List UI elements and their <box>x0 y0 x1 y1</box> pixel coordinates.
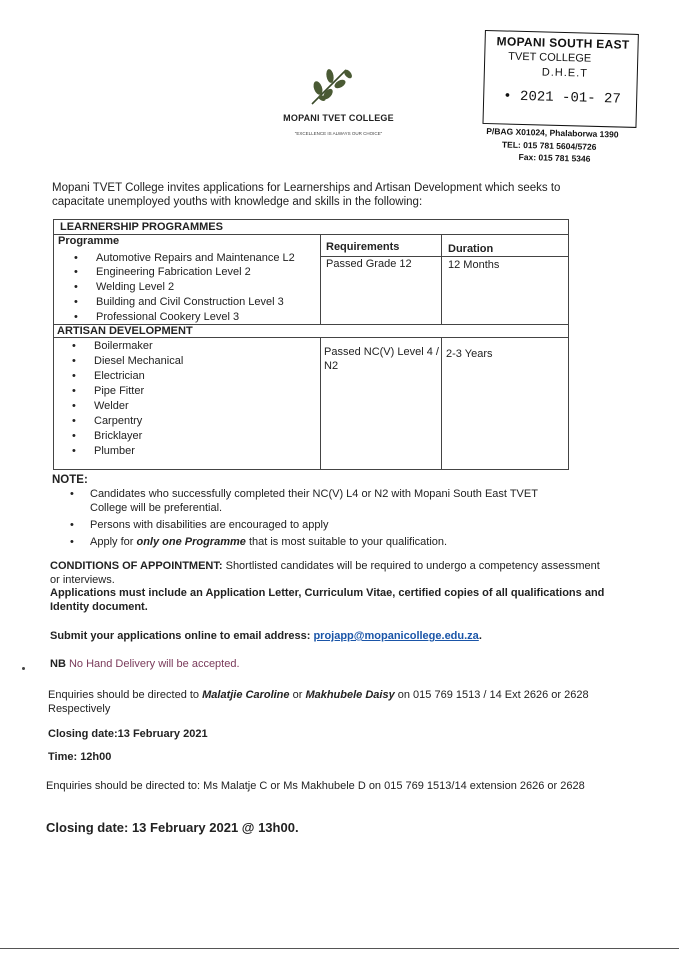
nb-text: No Hand Delivery will be accepted. <box>65 658 240 670</box>
section-artisan-title: ARTISAN DEVELOPMENT <box>57 325 193 337</box>
nb-label: NB <box>50 658 66 670</box>
page-bottom-rule <box>0 948 679 949</box>
bullet: • <box>74 266 78 278</box>
note-heading: NOTE: <box>52 474 88 486</box>
table-rule <box>320 256 568 257</box>
table-rule <box>54 337 568 338</box>
enquiries-mid: or <box>289 689 306 701</box>
scan-speck <box>22 667 25 670</box>
stamp-line-3: D.H.E.T <box>541 66 589 80</box>
enquiries-paragraph-1 <box>48 689 608 716</box>
stamp-date-value: 2021 -01- 27 <box>519 88 622 108</box>
bullet: • <box>74 281 78 293</box>
olive-branch-icon <box>306 64 358 108</box>
list-item <box>74 311 240 323</box>
programmes-table <box>53 219 569 470</box>
intro-paragraph: Mopani TVET College invites applications for Learnerships and Artisan Development which seeks to capacitate unemployed youths with knowledge and skills in the following: <box>52 182 561 208</box>
programme-name: Automotive Repairs and Maintenance L2 <box>96 252 295 264</box>
bullet: • <box>72 355 76 367</box>
nb-line <box>50 658 610 672</box>
stamp-line-2: TVET COLLEGE <box>508 50 592 65</box>
list-item <box>74 281 175 293</box>
closing-date-2: Closing date: 13 February 2021 @ 13h00. <box>46 820 299 835</box>
col-programme-header: Programme <box>58 235 120 247</box>
stamp-fax: Fax: 015 781 5346 <box>518 151 591 164</box>
conditions-text: Shortlisted candidates will be required to undergo a competency assessment or interviews. <box>50 560 600 586</box>
note-text-post: that is most suitable to your qualification. <box>245 536 448 548</box>
note-text: Candidates who successfully completed their NC(V) L4 or N2 with Mopani South East TVET College will be preferential. <box>90 488 538 514</box>
list-item <box>72 370 145 382</box>
learnership-duration: 12 Months <box>448 259 500 271</box>
conditions-label: CONDITIONS OF APPOINTMENT: <box>50 560 223 572</box>
bullet: • <box>72 385 76 397</box>
stamp-address: P/BAG X01024, Phalaborwa 1390 <box>486 126 619 140</box>
table-col-rule <box>320 234 321 324</box>
list-item <box>72 355 184 367</box>
programme-name: Welding Level 2 <box>96 281 175 293</box>
trade-name: Bricklayer <box>94 430 143 442</box>
note-item <box>70 488 560 515</box>
stamp-tel: TEL: 015 781 5604/5726 <box>501 139 597 152</box>
trade-name: Electrician <box>94 370 145 382</box>
trade-name: Plumber <box>94 445 135 457</box>
stamp-date: • 2021 -01- 27 <box>502 88 622 108</box>
bullet: • <box>70 536 74 548</box>
programme-name: Engineering Fabrication Level 2 <box>96 266 251 278</box>
trade-name: Welder <box>94 400 129 412</box>
submit-line <box>50 630 610 644</box>
bullet: • <box>70 519 74 531</box>
bullet: • <box>72 430 76 442</box>
list-item <box>72 340 153 352</box>
bullet: • <box>72 445 76 457</box>
bullet: • <box>72 340 76 352</box>
college-logo <box>306 64 358 108</box>
table-col-rule <box>441 337 442 469</box>
list-item <box>72 400 129 412</box>
bullet: • <box>74 296 78 308</box>
bullet: • <box>74 311 78 323</box>
programme-name: Building and Civil Construction Level 3 <box>96 296 284 308</box>
table-col-rule <box>320 337 321 469</box>
bullet: • <box>72 370 76 382</box>
contact-name-2: Makhubele Daisy <box>305 689 395 701</box>
trade-name: Boilermaker <box>94 340 153 352</box>
trade-name: Pipe Fitter <box>94 385 145 397</box>
list-item <box>72 385 145 397</box>
stamp-line-1: MOPANI SOUTH EAST <box>496 34 630 52</box>
list-item <box>72 445 135 457</box>
bullet: • <box>72 415 76 427</box>
trade-name: Carpentry <box>94 415 143 427</box>
programme-name: Professional Cookery Level 3 <box>96 311 240 323</box>
applications-requirements: Applications must include an Application Letter, Curriculum Vitae, certified copies of all qualifications and Identity document. <box>50 587 605 613</box>
bullet: • <box>72 400 76 412</box>
enquiries-paragraph-2: Enquiries should be directed to: Ms Malatje C or Ms Makhubele D on 015 769 1513/14 extension 2626 or 2628 <box>46 780 585 792</box>
list-item <box>74 266 251 278</box>
closing-time: Time: 12h00 <box>48 751 112 763</box>
submit-period: . <box>478 630 482 642</box>
list-item <box>74 252 295 264</box>
col-duration-header: Duration <box>448 243 494 255</box>
artisan-duration: 2-3 Years <box>446 348 493 360</box>
email-link[interactable]: projapp@mopanicollege.edu.za <box>313 630 479 642</box>
col-requirements-header: Requirements <box>326 241 400 253</box>
note-text: Persons with disabilities are encouraged to apply <box>90 519 329 531</box>
learnership-requirement: Passed Grade 12 <box>326 258 412 270</box>
note-text-pre: Apply for <box>90 536 137 548</box>
table-col-rule <box>441 234 442 324</box>
note-text-emphasis: only one Programme <box>136 536 246 548</box>
artisan-requirement-line1: Passed NC(V) Level 4 / <box>324 346 439 358</box>
trade-name: Diesel Mechanical <box>94 355 184 367</box>
table-rule <box>54 234 568 235</box>
contact-name-1: Malatjie Caroline <box>202 689 290 701</box>
submit-text: Submit your applications online to email address: <box>50 630 314 642</box>
note-item <box>70 536 560 550</box>
enquiries-pre: Enquiries should be directed to <box>48 689 203 701</box>
list-item <box>72 430 143 442</box>
bullet: • <box>70 488 74 500</box>
closing-date-1: Closing date:13 February 2021 <box>48 728 208 740</box>
list-item <box>74 296 284 308</box>
section-learnership-title: LEARNERSHIP PROGRAMMES <box>60 221 223 233</box>
college-name: MOPANI TVET COLLEGE <box>283 113 394 123</box>
artisan-requirement-line2: N2 <box>324 360 339 372</box>
official-stamp <box>481 30 643 180</box>
list-item <box>72 415 143 427</box>
enquiries-post: on 015 769 1513 / 14 Ext 2626 or 2628 Respectively <box>48 689 589 715</box>
note-item <box>70 519 560 533</box>
conditions-paragraph <box>50 560 610 587</box>
bullet: • <box>74 252 78 264</box>
college-motto: "EXCELLENCE IS ALWAYS OUR CHOICE" <box>294 131 383 136</box>
